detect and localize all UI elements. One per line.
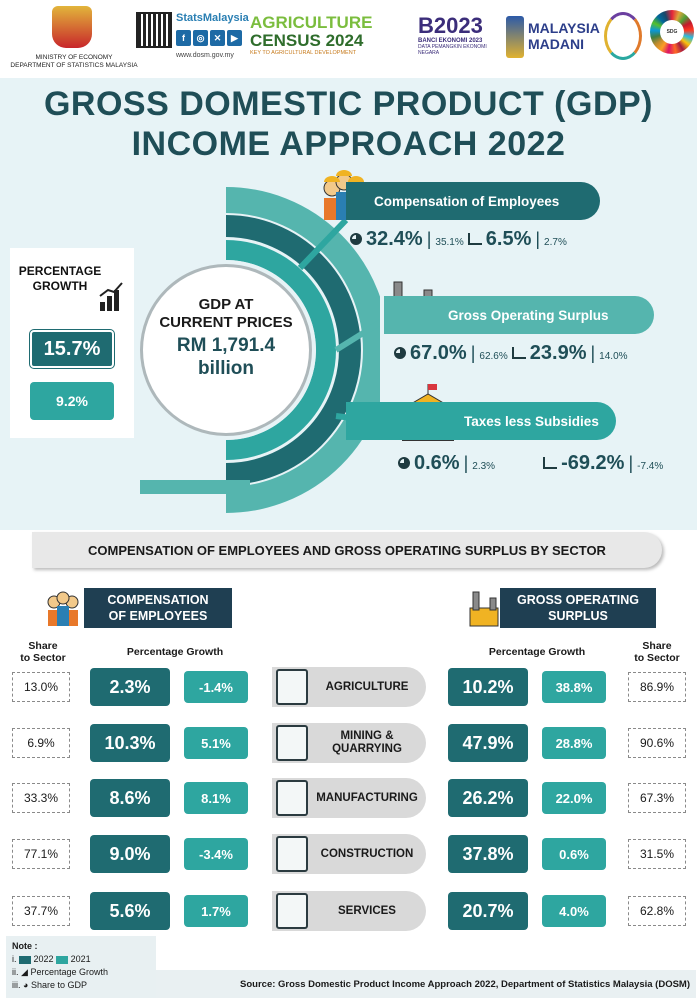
madani-line1: MALAYSIA <box>528 20 600 36</box>
gos-share-cell: 31.5% <box>628 839 686 869</box>
pg-label-line2: GROWTH <box>32 279 88 293</box>
share-label-line1: Share <box>28 640 58 652</box>
tax-share-2022: 0.6% <box>414 452 460 474</box>
legend-2022-swatch <box>19 956 31 964</box>
pg-label-line1: PERCENTAGE <box>18 264 102 278</box>
sector-label: AGRICULTURE <box>325 680 409 693</box>
gdp-line2: CURRENT PRICES <box>159 314 293 331</box>
gos-share-2022: 67.0% <box>410 342 467 364</box>
statsmalaysia-label: StatsMalaysia <box>176 12 249 24</box>
qr-code-icon[interactable] <box>136 12 172 48</box>
legend-years <box>12 953 150 966</box>
legend-growth <box>12 966 150 979</box>
note-title: Note : <box>12 941 38 951</box>
ce-share-cell: 33.3% <box>12 783 70 813</box>
ce-header-line1: COMPENSATION <box>107 593 209 607</box>
gos-2022-cell: 20.7% <box>448 892 528 930</box>
gos-2021-cell: 0.6% <box>542 838 606 870</box>
legend-growth-text: Percentage Growth <box>30 967 108 977</box>
ce-2021-cell: 1.7% <box>184 895 248 927</box>
ce-2022-cell: 8.6% <box>90 779 170 817</box>
separator: | <box>590 343 596 363</box>
cmp-growth-2021: 2.7% <box>544 237 567 248</box>
gos-header-line1: GROSS OPERATING <box>516 593 639 607</box>
ce-2021-cell: 5.1% <box>184 727 248 759</box>
oil-rig-icon <box>276 725 308 761</box>
agri-line1: AGRICULTURE <box>250 13 373 32</box>
legend-2022: 2022 <box>33 954 54 964</box>
banci-ekonomi-logo <box>418 14 500 56</box>
title-line1: GROSS DOMESTIC PRODUCT (GDP) <box>43 85 654 123</box>
gos-header-line2: SURPLUS <box>548 609 608 623</box>
separator: | <box>463 453 469 473</box>
legend-2021-swatch <box>56 956 68 964</box>
gos-2022-cell: 47.9% <box>448 724 528 762</box>
facebook-icon[interactable]: f <box>176 30 191 46</box>
growth-trend-icon <box>512 347 526 359</box>
sector-label: SERVICES <box>338 904 396 917</box>
madani-emblem-icon <box>506 16 524 58</box>
gdp-value: RM 1,791.4 <box>176 335 276 356</box>
gos-share-cell: 86.9% <box>628 672 686 702</box>
separator: | <box>426 229 432 249</box>
workers-small-icon <box>44 588 82 628</box>
percentage-growth-label <box>10 264 110 294</box>
gos-share-cell: 90.6% <box>628 728 686 758</box>
website-url[interactable]: www.dosm.gov.my <box>176 52 234 59</box>
madani-line2: MADANI <box>528 36 584 52</box>
sector-label: MINING & <box>340 730 394 742</box>
tax-share-2021: 2.3% <box>472 461 496 472</box>
note-ii: ii. <box>12 967 19 977</box>
growth-chart-icon <box>98 280 126 312</box>
agriculture-census-logo <box>250 14 410 56</box>
note-iii: iii. <box>12 980 21 990</box>
ce-2022-cell: 2.3% <box>90 668 170 706</box>
ce-2021-cell: 8.1% <box>184 782 248 814</box>
agriculture-icon <box>276 669 308 705</box>
cmp-share-2021: 35.1% <box>435 237 464 248</box>
gos-share-cell: 67.3% <box>628 783 686 813</box>
ce-share-cell: 13.0% <box>12 672 70 702</box>
gos-2022-cell: 26.2% <box>448 779 528 817</box>
title-line2: INCOME APPROACH 2022 <box>131 125 566 163</box>
gos-share-cell: 62.8% <box>628 896 686 926</box>
pie-small-icon: ◕ <box>23 980 29 990</box>
tax-growth-2022: -69.2% <box>561 452 625 474</box>
gos-2021-cell: 4.0% <box>542 895 606 927</box>
coat-of-arms-logo <box>52 6 92 48</box>
department-line: DEPARTMENT OF STATISTICS MALAYSIA <box>10 62 138 69</box>
banci-tag: DATA PEMANGKIN EKONOMI NEGARA <box>418 44 487 56</box>
cmp-share-2022: 32.4% <box>366 228 423 250</box>
separator: | <box>535 229 541 249</box>
ce-header-line2: OF EMPLOYEES <box>108 609 208 623</box>
compensation-bar: Compensation of Employees <box>346 182 600 220</box>
sector-label-2: QUARRYING <box>332 743 402 755</box>
share-label-line1: Share <box>642 640 672 652</box>
gos-header <box>500 588 656 628</box>
gos-growth-2022: 23.9% <box>529 342 587 364</box>
gos-share-label <box>622 640 692 664</box>
source-footer: Source: Gross Domestic Product Income Approach 2022, Department of Statistics Malaysia (DOSM) <box>156 970 696 998</box>
trend-small-icon: ◢ <box>21 967 28 977</box>
gos-2021-cell: 38.8% <box>542 671 606 703</box>
tax-growth-2021: -7.4% <box>637 461 664 472</box>
ce-2022-cell: 5.6% <box>90 892 170 930</box>
share-label-line2: to Sector <box>20 652 66 664</box>
factory-small-icon <box>466 588 502 628</box>
youtube-icon[interactable]: ▶ <box>227 30 242 46</box>
separator: | <box>628 453 634 473</box>
gos-2021-cell: 22.0% <box>542 782 606 814</box>
separator: | <box>470 343 476 363</box>
compensation-stats <box>350 228 567 251</box>
social-icons <box>176 30 242 46</box>
statistics-logo-icon <box>604 12 642 60</box>
gos-share-2021: 62.6% <box>479 351 508 362</box>
ce-2022-cell: 9.0% <box>90 835 170 873</box>
growth-2022-value: 15.7% <box>30 330 114 368</box>
growth-trend-icon <box>468 233 482 245</box>
services-icon <box>276 893 308 929</box>
share-pie-icon <box>350 233 362 245</box>
instagram-icon[interactable]: ◎ <box>193 30 208 46</box>
banci-sub: BANCI EKONOMI 2023 <box>418 38 483 44</box>
growth-2021-value: 9.2% <box>30 382 114 420</box>
gos-growth-2021: 14.0% <box>599 351 628 362</box>
ce-2021-cell: -1.4% <box>184 671 248 703</box>
legend-share-text: Share to GDP <box>30 980 87 990</box>
ministry-line: MINISTRY OF ECONOMY <box>35 54 113 61</box>
banci-big: B2023 <box>418 13 483 38</box>
agri-tagline: KEY TO AGRICULTURAL DEVELOPMENT <box>250 50 357 56</box>
legend-2021: 2021 <box>70 954 91 964</box>
growth-trend-icon <box>543 457 557 469</box>
page-title <box>0 84 697 164</box>
ce-share-label <box>8 640 78 664</box>
ce-share-cell: 6.9% <box>12 728 70 758</box>
ce-share-cell: 37.7% <box>12 896 70 926</box>
gos-2021-cell: 28.8% <box>542 727 606 759</box>
crane-icon <box>276 836 308 872</box>
gos-pg-label: Percentage Growth <box>488 646 586 658</box>
taxes-stats <box>398 452 663 475</box>
share-pie-icon <box>398 457 410 469</box>
ce-2022-cell: 10.3% <box>90 724 170 762</box>
gos-stats <box>394 342 628 365</box>
gdp-unit: billion <box>198 358 254 379</box>
ce-share-cell: 77.1% <box>12 839 70 869</box>
note-i: i. <box>12 954 17 964</box>
gdp-line1: GDP AT <box>198 296 254 313</box>
agri-line2: CENSUS 2024 <box>250 31 364 50</box>
arc-tail <box>140 480 250 494</box>
sdg-label: SDG <box>660 20 684 44</box>
gdp-circle-text <box>140 296 312 380</box>
sector-label: MANUFACTURING <box>316 791 418 804</box>
gos-bar: Gross Operating Surplus <box>384 296 654 334</box>
share-label-line2: to Sector <box>634 652 680 664</box>
cmp-growth-2022: 6.5% <box>485 228 532 250</box>
gos-2022-cell: 10.2% <box>448 668 528 706</box>
malaysia-madani-logo <box>528 20 600 52</box>
compensation-header <box>84 588 232 628</box>
share-pie-icon <box>394 347 406 359</box>
ce-pg-label: Percentage Growth <box>126 646 224 658</box>
ce-2021-cell: -3.4% <box>184 838 248 870</box>
ministry-name <box>4 54 144 70</box>
gos-2022-cell: 37.8% <box>448 835 528 873</box>
manufacturing-icon <box>276 780 308 816</box>
legend-share <box>12 979 150 992</box>
taxes-bar: Taxes less Subsidies <box>346 402 616 440</box>
sector-label: CONSTRUCTION <box>320 847 414 860</box>
sector-section-banner: COMPENSATION OF EMPLOYEES AND GROSS OPERATING SURPLUS BY SECTOR <box>32 532 662 568</box>
x-icon[interactable]: ✕ <box>210 30 225 46</box>
legend-note <box>6 936 156 998</box>
